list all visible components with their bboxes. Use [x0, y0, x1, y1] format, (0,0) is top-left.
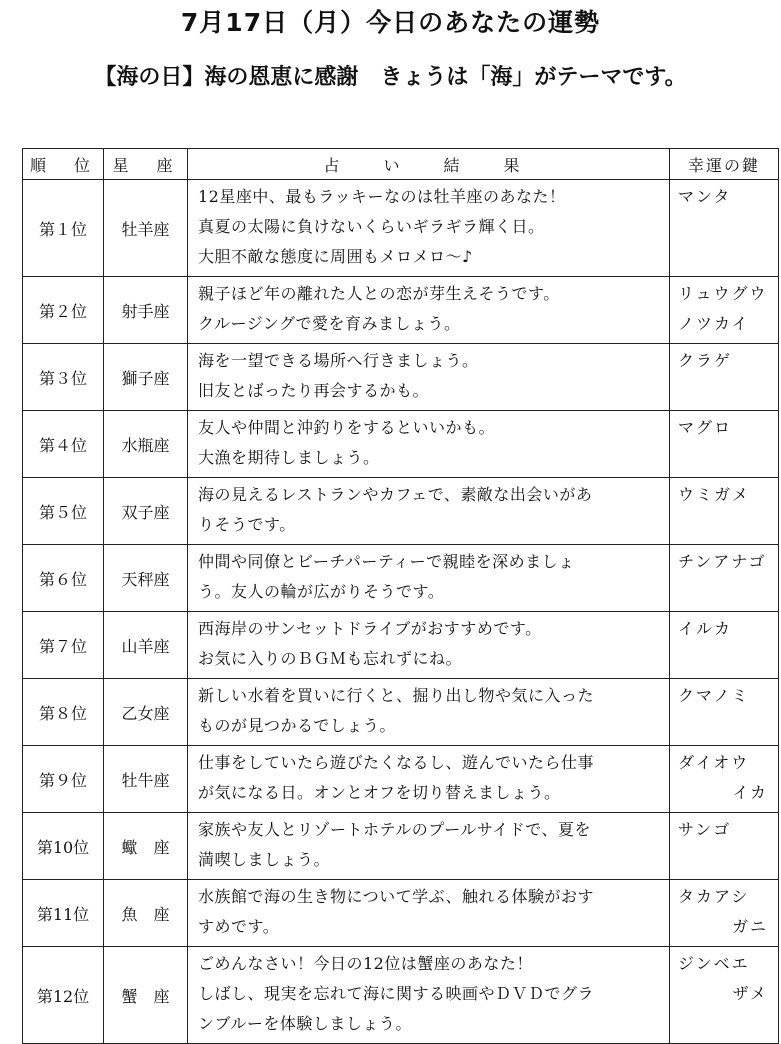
fortune-text-cell: [188, 478, 670, 545]
lucky-key-line: クマノミ: [678, 686, 750, 705]
lucky-key-cell: [670, 411, 779, 478]
lucky-key-line: ノツカイ: [678, 314, 750, 333]
fortune-text-line: すめです。: [198, 917, 280, 936]
fortune-ranking-table: [22, 148, 779, 1044]
table-row: [23, 411, 779, 478]
table-body: [23, 180, 779, 1044]
table-row: [23, 180, 779, 277]
table-header-row: [23, 149, 779, 180]
sign-cell: 牡羊座: [104, 180, 188, 277]
fortune-text-line: 仕事をしていたら遊びたくなるし、遊んでいたら仕事: [198, 753, 595, 772]
lucky-key-cell: [670, 880, 779, 947]
fortune-text-cell: [188, 746, 670, 813]
sign-cell: 射手座: [104, 277, 188, 344]
fortune-text-line: 12星座中、最もラッキーなのは牡羊座のあなた！: [198, 187, 566, 206]
column-header-rank: 順 位: [23, 149, 104, 180]
fortune-text-line: 満喫しましょう。: [198, 850, 331, 869]
fortune-text-cell: [188, 880, 670, 947]
fortune-text-cell: [188, 947, 670, 1044]
fortune-text-line: 大胆不敵な態度に周囲もメロメロ～♪: [198, 247, 473, 266]
fortune-text-cell: [188, 813, 670, 880]
fortune-text-cell: [188, 612, 670, 679]
sign-cell: 双子座: [104, 478, 188, 545]
table-row: [23, 813, 779, 880]
fortune-text-line: ものが見つかるでしょう。: [198, 716, 396, 735]
table-row: [23, 478, 779, 545]
lucky-key-cell: [670, 612, 779, 679]
table-header: [23, 149, 779, 180]
lucky-key-cell: [670, 478, 779, 545]
lucky-key-cell: [670, 746, 779, 813]
rank-cell: 第10位: [23, 813, 104, 880]
sign-cell: 蟹 座: [104, 947, 188, 1044]
fortune-text-cell: [188, 344, 670, 411]
fortune-text-line: 海を一望できる場所へ行きましょう。: [198, 351, 479, 370]
lucky-key-cell: [670, 344, 779, 411]
lucky-key-line: クラゲ: [678, 351, 733, 370]
sign-cell: 魚 座: [104, 880, 188, 947]
page-title: 7月17日（月）今日のあなたの運勢: [180, 8, 601, 37]
fortune-text-line: が気になる日。オンとオフを切り替えましょう。: [198, 783, 561, 802]
fortune-text-line: 新しい水着を買いに行くと、掘り出し物や気に入った: [198, 686, 595, 705]
column-header-lucky-key: 幸運の鍵: [670, 149, 779, 180]
rank-cell: 第８位: [23, 679, 104, 746]
fortune-text-line: お気に入りのＢＧＭも忘れずにね。: [198, 649, 463, 668]
table-row: [23, 947, 779, 1044]
rank-cell: 第５位: [23, 478, 104, 545]
rank-cell: 第７位: [23, 612, 104, 679]
lucky-key-line: ウミガメ: [678, 485, 751, 504]
fortune-text-line: う。友人の輪が広がりそうです。: [198, 582, 445, 601]
lucky-key-cell: [670, 679, 779, 746]
fortune-text-line: 旧友とばったり再会するかも。: [198, 381, 430, 400]
lucky-key-line: リュウグウ: [678, 284, 768, 303]
lucky-key-cell: [670, 180, 779, 277]
lucky-key-line: イカ: [732, 783, 768, 802]
fortune-text-line: 海の見えるレストランやカフェで、素敵な出会いがあ: [198, 485, 593, 504]
rank-cell: 第２位: [23, 277, 104, 344]
sign-cell: 獅子座: [104, 344, 188, 411]
rank-cell: 第３位: [23, 344, 104, 411]
fortune-text-line: 西海岸のサンセットドライブがおすすめです。: [198, 619, 542, 638]
rank-cell: 第12位: [23, 947, 104, 1044]
table-row: [23, 545, 779, 612]
fortune-text-cell: [188, 545, 670, 612]
table-row: [23, 679, 779, 746]
lucky-key-line: ザメ: [732, 984, 768, 1003]
fortune-text-line: 真夏の太陽に負けないくらいギラギラ輝く日。: [198, 217, 545, 236]
table-row: [23, 277, 779, 344]
lucky-key-cell: [670, 947, 779, 1044]
sign-cell: 天秤座: [104, 545, 188, 612]
page-subtitle: 【海の日】海の恩恵に感謝 きょうは「海」がテーマです。: [94, 65, 687, 90]
sign-cell: 乙女座: [104, 679, 188, 746]
lucky-key-line: チンアナゴ: [678, 552, 767, 571]
lucky-key-line: マンタ: [678, 187, 732, 206]
fortune-text-line: 友人や仲間と沖釣りをするといいかも。: [198, 418, 496, 437]
lucky-key-line: イルカ: [678, 619, 733, 638]
fortune-text-cell: [188, 411, 670, 478]
lucky-key-line: ダイオウ: [678, 753, 750, 772]
sign-cell: 牡牛座: [104, 746, 188, 813]
lucky-key-line: ジンベエ: [678, 954, 750, 973]
fortune-text-line: クルージングで愛を育みましょう。: [198, 314, 461, 333]
rank-cell: 第９位: [23, 746, 104, 813]
fortune-text-line: 大漁を期待しましょう。: [198, 448, 380, 467]
fortune-text-line: 仲間や同僚とビーチパーティーで親睦を深めましょ: [198, 552, 575, 571]
fortune-text-cell: [188, 277, 670, 344]
fortune-text-cell: [188, 180, 670, 277]
sign-cell: 蠍 座: [104, 813, 188, 880]
lucky-key-line: タカアシ: [678, 887, 750, 906]
rank-cell: 第６位: [23, 545, 104, 612]
table-row: [23, 344, 779, 411]
table-row: [23, 880, 779, 947]
table-row: [23, 746, 779, 813]
table-row: [23, 612, 779, 679]
fortune-text-line: りそうです。: [198, 515, 296, 534]
lucky-key-cell: [670, 277, 779, 344]
fortune-text-line: ンブルーを体験しましょう。: [198, 1014, 412, 1033]
rank-cell: 第１位: [23, 180, 104, 277]
fortune-text-line: ごめんなさい！今日の12位は蟹座のあなた！: [198, 954, 533, 973]
fortune-text-line: 家族や友人とリゾートホテルのプールサイドで、夏を: [198, 820, 591, 839]
lucky-key-cell: [670, 813, 779, 880]
lucky-key-cell: [670, 545, 779, 612]
lucky-key-line: サンゴ: [678, 820, 732, 839]
lucky-key-line: ガニ: [731, 917, 768, 936]
sign-cell: 水瓶座: [104, 411, 188, 478]
column-header-fortune: 占 い 結 果: [188, 149, 670, 180]
fortune-text-line: 親子ほど年の離れた人との恋が芽生えそうです。: [198, 284, 560, 303]
rank-cell: 第11位: [23, 880, 104, 947]
rank-cell: 第４位: [23, 411, 104, 478]
fortune-text-cell: [188, 679, 670, 746]
sign-cell: 山羊座: [104, 612, 188, 679]
lucky-key-line: マグロ: [678, 418, 733, 437]
fortune-text-line: 水族館で海の生き物について学ぶ、触れる体験がおす: [198, 887, 595, 906]
fortune-text-line: しばし、現実を忘れて海に関する映画やＤＶＤでグラ: [198, 984, 595, 1003]
column-header-sign: 星 座: [104, 149, 188, 180]
